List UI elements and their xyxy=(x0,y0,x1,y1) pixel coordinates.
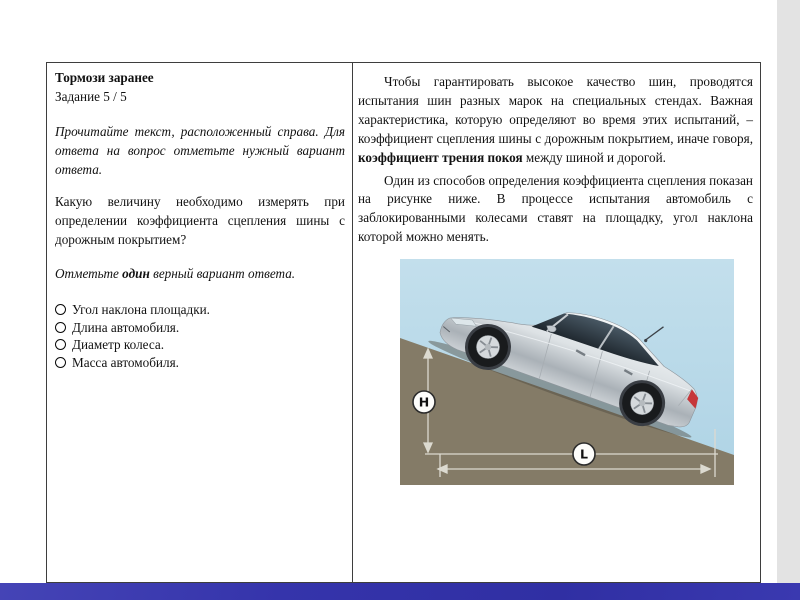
task-title: Тормози заранее xyxy=(55,70,154,85)
option-label: Диаметр колеса. xyxy=(72,337,165,353)
right-gray-margin xyxy=(777,0,800,583)
height-label-badge xyxy=(413,391,435,413)
answer-options xyxy=(55,301,345,371)
instruction-text: Прочитайте текст, расположенный справа. Для ответа на вопрос отметьте нужный вариант ответа. xyxy=(55,124,345,177)
option-label: Длина автомобиля. xyxy=(72,319,180,335)
option-label: Угол наклона площадки. xyxy=(72,302,210,317)
paragraph-1-start: Чтобы гарантировать высокое качество шин, проводятся испытания шин разных марок на специальных стендах. Важная характеристика, которую определяют во время этих испытаний, – коэффициент сцепления шины с дорожным покрытием, иначе говоря, xyxy=(358,74,753,146)
radio-button-icon[interactable] xyxy=(55,304,66,315)
car-on-incline-illustration xyxy=(400,259,734,485)
radio-button-icon[interactable] xyxy=(55,322,66,333)
mark-prompt xyxy=(55,264,345,283)
task-counter: Задание 5 / 5 xyxy=(55,89,127,104)
radio-button-icon[interactable] xyxy=(55,339,66,350)
answer-option-wheel-diameter[interactable] xyxy=(55,336,345,354)
paragraph-1-bold-term: коэффициент трения покоя xyxy=(358,149,523,165)
radio-button-icon[interactable] xyxy=(55,357,66,368)
length-label-badge xyxy=(573,443,595,465)
option-label: Масса автомобиля. xyxy=(72,354,179,370)
paragraph-2: Один из способов определения коэффициента сцепления показан на рисунке ниже. В процессе испытания автомобиль с заблокированными колесами ставят на площадку, угол наклона которой можно менять. xyxy=(358,172,753,245)
incline-test-figure xyxy=(400,259,734,485)
answer-option-incline-angle[interactable] xyxy=(55,301,345,319)
reading-panel xyxy=(353,63,760,582)
height-label: H xyxy=(418,394,430,410)
task-sheet xyxy=(46,62,761,583)
question-panel xyxy=(47,63,353,582)
paragraph-1-end: между шиной и дорогой. xyxy=(522,149,666,165)
mark-prompt-prefix: Отметьте xyxy=(55,266,123,281)
bottom-blue-bar xyxy=(0,583,800,600)
answer-option-car-mass[interactable] xyxy=(55,354,345,372)
mark-prompt-bold: один xyxy=(122,266,150,281)
answer-option-car-length[interactable] xyxy=(55,319,345,337)
question-text: Какую величину необходимо измерять при определении коэффициента сцепления шины с дорожным покрытием? xyxy=(55,194,345,247)
length-label: L xyxy=(580,446,588,462)
paragraph-1 xyxy=(358,73,753,168)
mark-prompt-suffix: верный вариант ответа. xyxy=(149,266,296,281)
